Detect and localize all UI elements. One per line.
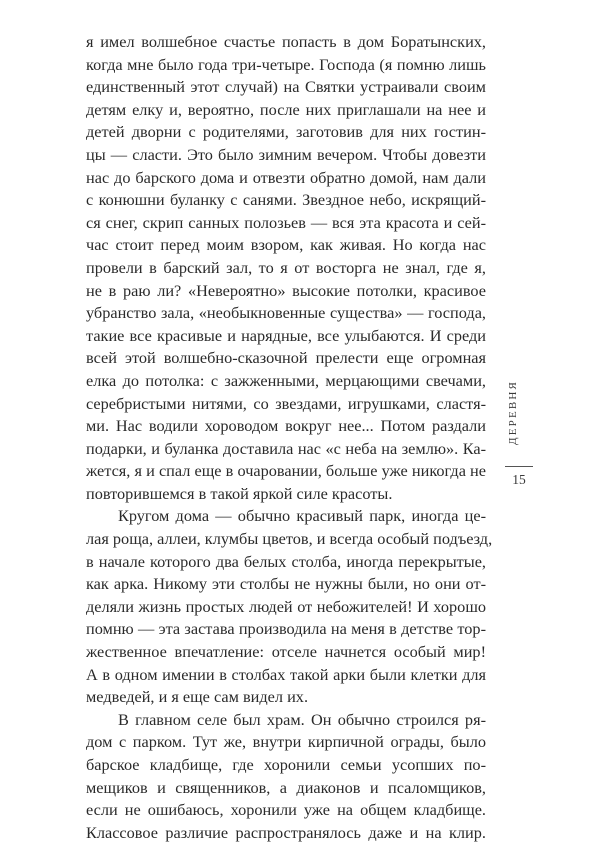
text-line: всей этой волшебно-сказочной прелести еще огромная (86, 348, 486, 368)
text-line: цы — сласти. Это было зимним вечером. Чтобы довезти (86, 144, 486, 164)
text-line: барское кладбище, где хоронили семьи усопших по- (86, 755, 486, 774)
text-line: дом с парком. Тут же, внутри кирпичной ограды, было (86, 732, 486, 752)
text-line: медведей, и я еще сам видел их. (86, 687, 309, 707)
page-number: 15 (512, 472, 526, 487)
text-line: с конюшни буланку с санями. Звездное небо, искрящий- (86, 190, 486, 210)
text-line: детей дворни с родителями, заготовив для них гостин- (86, 122, 486, 142)
paragraph-elka (86, 31, 486, 505)
text-line: ми. Нас водили хороводом вокруг нее... Потом раздали (86, 416, 486, 436)
text-line: жественное впечатление: отселе начнется особый мир! (86, 642, 486, 662)
running-head: ДЕРЕВНЯ (507, 379, 519, 445)
text-line: когда мне было года три-четыре. Господа (я помню лишь (86, 54, 486, 74)
text-line: помню — эта застава производила на меня в детстве тор- (86, 619, 486, 639)
text-line: елка до потолка: с зажженными, мерцающими свечами, (86, 370, 486, 390)
text-line: серебристыми нитями, со звездами, игрушками, сластя- (86, 393, 486, 413)
text-line: час стоит перед моим взором, как живая. Но когда нас (86, 235, 486, 255)
text-line: подарки, и буланка доставила нас «с неба на землю». Ка- (86, 438, 486, 458)
text-line: мещиков и священников, а диаконов и псаломщиков, (86, 777, 486, 797)
text-line: повторившемся в такой яркой силе красоты. (86, 483, 393, 503)
folio-divider (505, 466, 533, 467)
text-line: не в раю ли? «Невероятно» высокие потолки, красивое (86, 280, 486, 300)
text-line: провели в барский зал, то я от восторга не знал, где я, (86, 257, 486, 277)
text-line: как арка. Никому эти столбы не нужны были, но они от- (86, 574, 486, 594)
text-line: я имел волшебное счастье попасть в дом Боратынских, (86, 32, 486, 51)
text-line: нас до барского дома и отвезти обратно домой, нам дали (86, 167, 486, 187)
text-line: если не ошибаюсь, хоронили уже на общем кладбище. (86, 800, 486, 820)
text-line: А в одном имении в столбах такой арки были клетки для (86, 664, 486, 684)
text-line: Классовое различие распространялось даже и на клир. (86, 822, 486, 842)
text-line: такие все красивые и нарядные, все улыбаются. И среди (86, 325, 486, 345)
text-line: единственный этот случай) на Святки устраивали своим (86, 77, 486, 97)
text-line: убранство зала, «необыкновенные существа» — господа, (86, 303, 486, 323)
text-line: деляли жизнь простых людей от небожителей! И хорошо (86, 596, 486, 616)
body-text (86, 31, 493, 844)
text-line: лая роща, аллеи, клумбы цветов, и всегда особый подъезд, (86, 529, 493, 549)
text-line: в начале которого два белых столба, иногда перекрытые, (86, 551, 486, 571)
text-line: В главном селе был храм. Он обычно строился ря- (118, 709, 486, 729)
text-line: детям елку и, вероятно, после них приглашали на нее и (86, 99, 486, 119)
text-line: ся снег, скрип санных полозьев — вся эта красота и сей- (86, 212, 486, 232)
paragraph-khram (86, 709, 486, 844)
text-line: Кругом дома — обычно красивый парк, иногда це- (118, 506, 486, 526)
text-line: жется, я и спал еще в очаровании, больше уже никогда не (86, 461, 486, 481)
paragraph-park (86, 505, 493, 708)
